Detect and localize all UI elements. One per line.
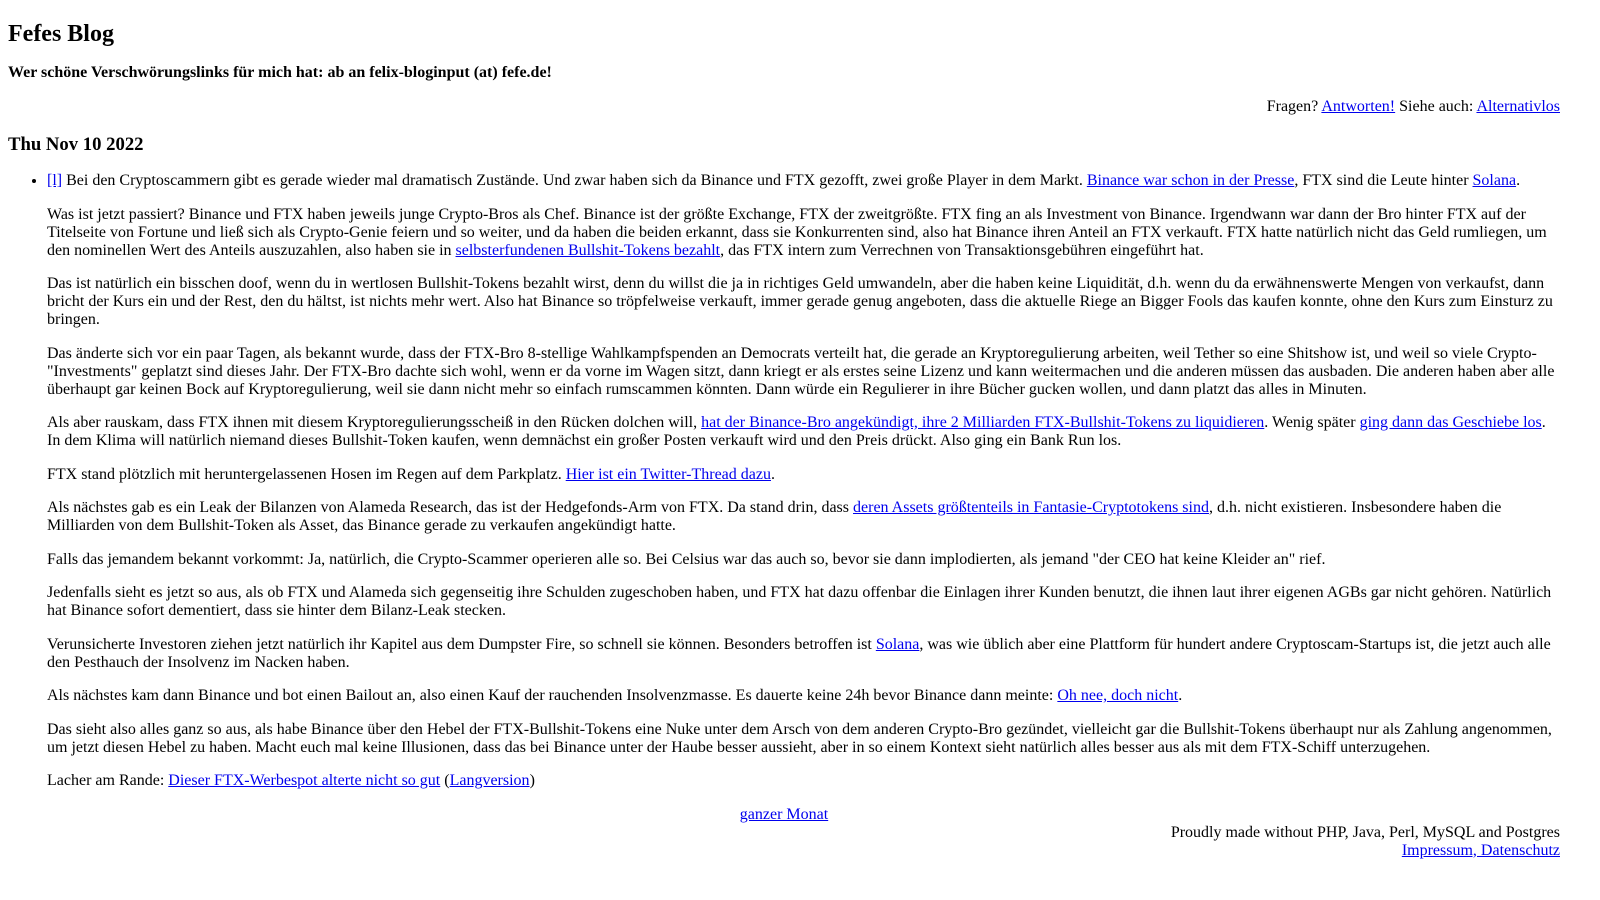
geschiebe-link[interactable]: ging dann das Geschiebe los [1359,414,1542,431]
p2-text-1: Was ist jetzt passiert? Binance und FTX haben jeweils junge Crypto-Bros als Chef. Binance ist der größte Exchange, FTX der zweitgrößte. FTX fing an als Investment von Binance. Irgendwann war dann der Bro hinter FTX auf der Titelseite von Fortune und ließ sich als Crypto-Genie feiern und so weiter, und da haben die beiden erkannt, dass sie Konkurrenten sind, also hat Binance ihren Anteil an FTX verkauft. FTX hatte natürlich nicht das Geld rumliegen, um den nominellen Wert des Anteils auszuzahlen, also haben sie in [47,205,1547,259]
blog-post [47,172,1560,790]
proudly-made-text: Proudly made without PHP, Java, Perl, MySQL and Postgres [1170,823,1560,841]
see-also-text: Siehe auch: [1395,98,1477,115]
post-paragraph-5 [47,414,1560,450]
post-date: Thu Nov 10 2022 [8,134,144,155]
p13-text-2: ( [440,772,450,789]
post-paragraph-2 [47,206,1560,260]
post-paragraph-4: Das änderte sich vor ein paar Tagen, als bekannt wurde, dass der FTX-Bro 8-stellige Wahlkampfspenden an Democrats verteilt hat, die gerade an Kryptoregulierung arbeiten, weil Tether so eine Shitshow ist, und weil so viele Crypto-"Investments" geplatzt sind dieses Jahr. Der FTX-Bro dachte sich wohl, wenn er da vorne im Wagen sitzt, dann kriegt er als erstes seine Lizenz und kann weitermachen und die anderen müssen das ausbaden. Die anderen haben aber alle überhaupt gar keinen Bock auf Kryptoregulierung, weil sie dann nicht mehr so einfach rumscammen könnten. Dann würde ein Regulierer in ihre Bücher gucken wollen, und dann platzt das alles in Minuten. [47,344,1555,398]
p11-text-1: Als nächstes kam dann Binance und bot einen Bailout an, also einen Kauf der rauchenden Insolvenzmasse. Es dauerte keine 24h bevor Binance dann meinte: [47,687,1058,704]
post-paragraph-1 [47,172,1560,190]
p5-text-1: Als aber rauskam, dass FTX ihnen mit diesem Kryptoregulierungsscheiß in den Rücken dolchen will, [47,414,702,431]
blog-title: Fefes Blog [8,21,114,47]
entries-list [8,172,1560,790]
werbespot-link[interactable]: Dieser FTX-Werbespot alterte nicht so gut [168,772,441,789]
post-paragraph-11 [47,687,1560,705]
bullshit-tokens-link[interactable]: selbsterfundenen Bullshit-Tokens bezahlt [455,241,721,259]
p10-text-2: , was wie üblich aber eine Plattform für hundert andere Cryptoscam-Startups ist, die jetzt auch alle den Pesthauch der Insolvenz im Nacken haben. [47,635,1551,671]
p5-text-2: . Wenig später [1264,414,1360,431]
p1-text-1: Bei den Cryptoscammern gibt es gerade wieder mal dramatisch Zustände. Und zwar haben sich da Binance und FTX gezofft, zwei große Player in dem Markt. [62,172,1087,189]
p13-text-1: Lacher am Rande: [47,772,169,789]
twitter-thread-link[interactable]: Hier ist ein Twitter-Thread dazu [565,465,771,483]
permalink-link[interactable]: [l] [47,172,63,189]
post-paragraph-10 [47,636,1560,672]
footer [8,824,1560,860]
p5-text-3: . In dem Klima will natürlich niemand dieses Bullshit-Token kaufen, wenn demnächst ein großer Posten verkauft wird und den Preis drückt. Also ging ein Bank Run los. [47,414,1546,449]
solana-link-2[interactable]: Solana [875,635,920,653]
p10-text-1: Verunsicherte Investoren ziehen jetzt natürlich ihr Kapitel aus dem Dumpster Fire, so schnell sie können. Besonders betroffen ist [47,635,876,653]
post-paragraph-3: Das ist natürlich ein bisschen doof, wenn du in wertlosen Bullshit-Tokens bezahlt wirst, denn du willst die ja in richtiges Geld umwandeln, aber die haben keine Liquidität, d.h. wenn du da erwähnenswerte Mengen von verkaufst, dann bricht der Kurs ein und der Rest, den du hältst, ist nichts mehr wert. Also hat Binance so tröpfelweise verkauft, immer gerade genug angeboten, dass die aktuelle Riege an Bigger Fools das kaufen konnte, ohne den Kurs zum Einsturz zu bringen. [47,275,1553,328]
p6-text-2: . [770,465,775,483]
month-nav [8,806,1560,824]
binance-liquidate-link[interactable]: hat der Binance-Bro angekündigt, ihre 2 Milliarden FTX-Bullshit-Tokens zu liquidieren [701,414,1265,431]
post-paragraph-6 [47,466,1560,484]
whole-month-link[interactable]: ganzer Monat [739,805,829,823]
post-paragraph-12: Das sieht also alles ganz so aus, als habe Binance über den Hebel der FTX-Bullshit-Tokens eine Nuke unter dem Arsch von dem anderen Crypto-Bro gezündet, vielleicht gar die Bullshit-Tokens überhaupt nur als Zahlung angenommen, um jetzt diesen Hebel zu haben. Macht euch mal keine Illusionen, dass das bei Binance unter der Haube besser aussieht, aber in so einem Kontext sieht natürlich alles besser aus als mit dem FTX-Schiff unterzugehen. [47,720,1552,756]
p1-text-3: . [1516,172,1521,189]
langversion-link[interactable]: Langversion [449,772,530,789]
post-paragraph-8: Falls das jemandem bekannt vorkommt: Ja, natürlich, die Crypto-Scammer operieren alle so. Bei Celsius war das auch so, bevor sie dann implodierten, als jemand "der CEO hat keine Kleider an" rief. [47,550,1326,568]
questions-prefix: Fragen? [1266,98,1322,115]
fantasie-cryptotokens-link[interactable]: deren Assets größtenteils in Fantasie-Cryptotokens sind [853,499,1209,516]
impressum-link[interactable]: Impressum, Datenschutz [1401,841,1560,859]
blog-subtitle: Wer schöne Verschwörungslinks für mich hat: ab an felix-bloginput (at) fefe.de! [8,64,552,81]
questions-line [8,98,1560,116]
post-paragraph-9: Jedenfalls sieht es jetzt so aus, als ob FTX und Alameda sich gegenseitig ihre Schulden zugeschoben haben, und FTX hat dazu offenbar die Einlagen ihrer Kunden benutzt, die ihnen laut ihrer eigenen AGBs gar nicht gehören. Natürlich hat Binance sofort dementiert, dass sie hinter dem Bilanz-Leak stecken. [47,584,1552,619]
p11-text-2: . [1178,687,1183,704]
p13-text-3: ) [529,772,535,789]
p6-text-1: FTX stand plötzlich mit heruntergelassenen Hosen im Regen auf dem Parkplatz. [47,465,566,483]
p2-text-2: , das FTX intern zum Verrechnen von Transaktionsgebühren eingeführt hat. [720,241,1204,259]
alternativlos-link[interactable]: Alternativlos [1476,98,1560,115]
p7-text-2: , d.h. nicht existieren. Insbesondere haben die Milliarden von dem Bullshit-Token als Asset, das Binance gerade zu verkaufen angekündigt hatte. [47,499,1502,534]
answers-link[interactable]: Antworten! [1321,98,1396,115]
p1-text-2: , FTX sind die Leute hinter [1294,172,1473,189]
binance-press-link[interactable]: Binance war schon in der Presse [1086,172,1295,189]
oh-nee-link[interactable]: Oh nee, doch nicht [1057,687,1179,704]
post-paragraph-13 [47,772,1560,790]
p7-text-1: Als nächstes gab es ein Leak der Bilanzen von Alameda Research, das ist der Hedgefonds-Arm von FTX. Da stand drin, dass [47,499,854,516]
post-paragraph-7 [47,499,1560,535]
solana-link-1[interactable]: Solana [1472,172,1517,189]
